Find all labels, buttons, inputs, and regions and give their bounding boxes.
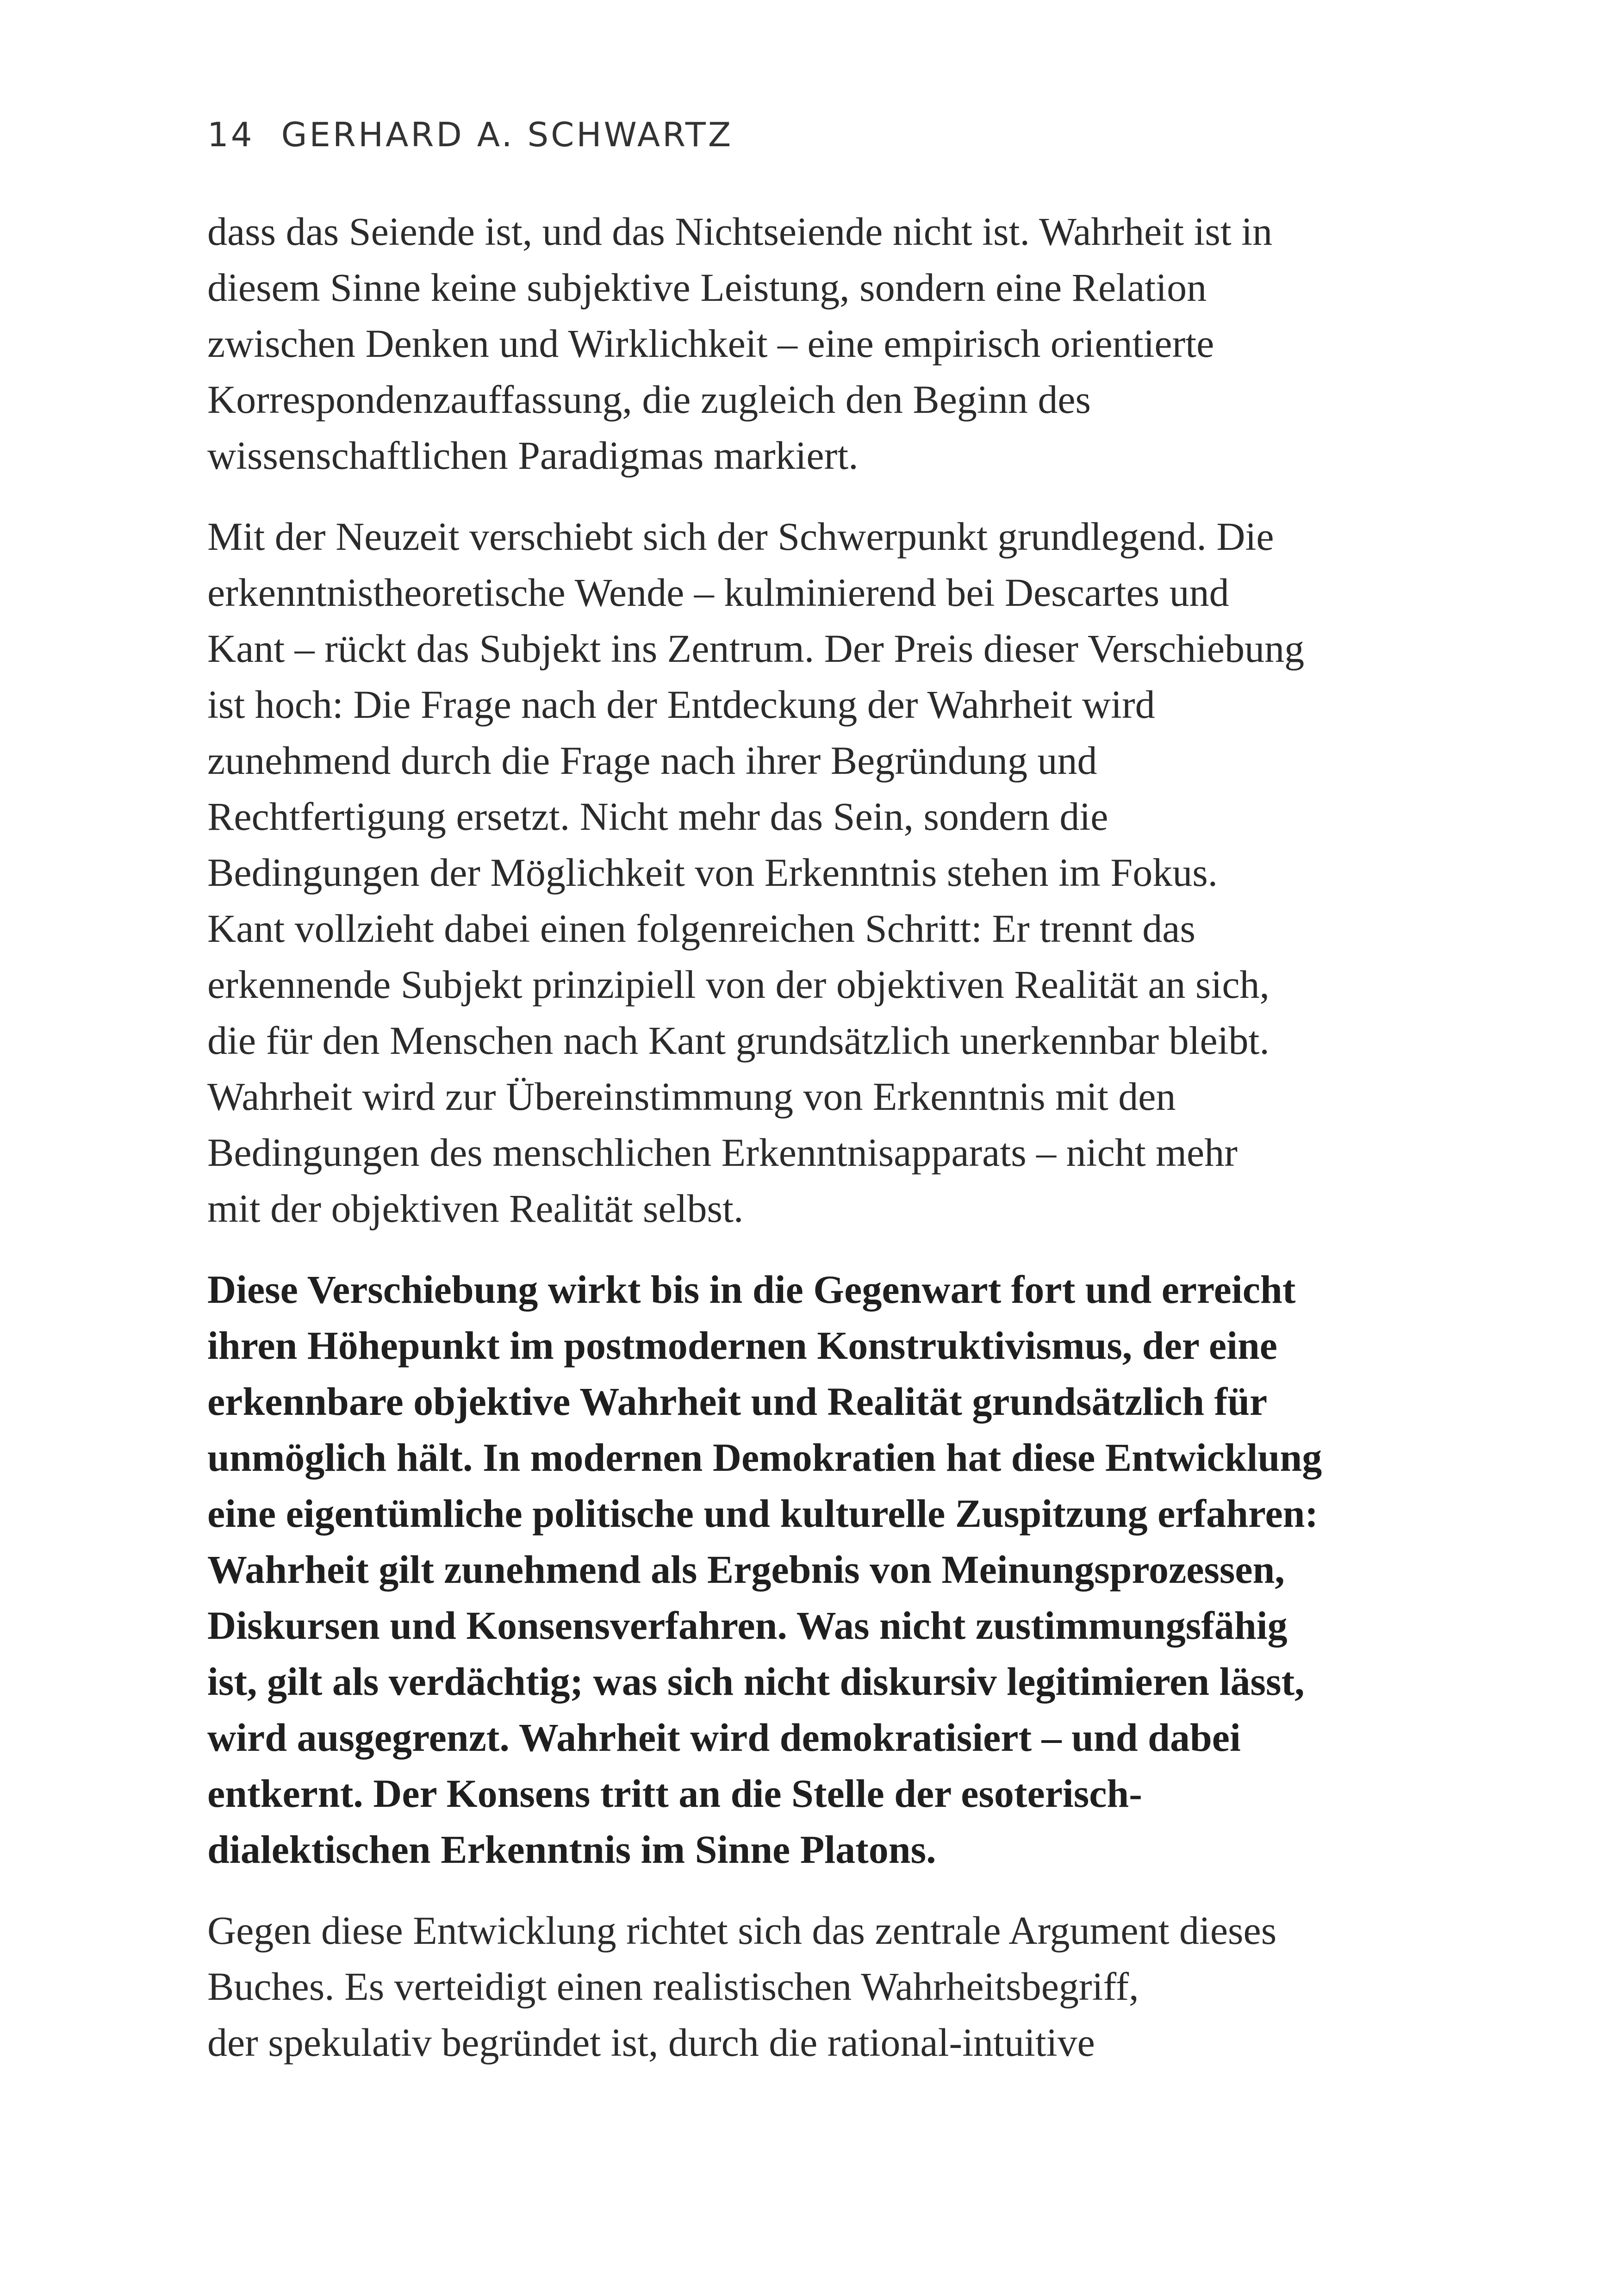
page-number: 14 [207, 115, 255, 154]
body-text [207, 204, 1392, 2096]
text-line: unmöglich hält. In modernen Demokratien hat diese Entwicklung [207, 1435, 1322, 1480]
author-name: GERHARD A. SCHWARTZ [281, 115, 734, 154]
running-header [207, 115, 734, 154]
text-line: wissenschaftlichen Paradigmas markiert. [207, 433, 859, 478]
text-line: Diese Verschiebung wirkt bis in die Gegenwart fort und erreicht [207, 1267, 1296, 1312]
text-line: Buches. Es verteidigt einen realistischen Wahrheitsbegriff, [207, 1964, 1139, 2009]
text-line: eine eigentümliche politische und kulturelle Zuspitzung erfahren: [207, 1491, 1319, 1536]
text-line: Bedingungen der Möglichkeit von Erkenntnis stehen im Fokus. [207, 850, 1218, 895]
text-line: ist hoch: Die Frage nach der Entdeckung der Wahrheit wird [207, 682, 1155, 727]
text-line: Wahrheit gilt zunehmend als Ergebnis von Meinungsprozessen, [207, 1547, 1285, 1592]
text-line: ist, gilt als verdächtig; was sich nicht diskursiv legitimieren lässt, [207, 1659, 1305, 1704]
text-line: entkernt. Der Konsens tritt an die Stelle der esoterisch- [207, 1771, 1142, 1816]
text-line: Kant – rückt das Subjekt ins Zentrum. Der Preis dieser Verschiebung [207, 626, 1305, 671]
text-line: erkennbare objektive Wahrheit und Realität grundsätzlich für [207, 1379, 1268, 1424]
text-line: diesem Sinne keine subjektive Leistung, sondern eine Relation [207, 265, 1207, 310]
text-line: Diskursen und Konsensverfahren. Was nicht zustimmungsfähig [207, 1603, 1288, 1648]
text-line: Korrespondenzauffassung, die zugleich den Beginn des [207, 377, 1091, 422]
text-line: die für den Menschen nach Kant grundsätzlich unerkennbar bleibt. [207, 1018, 1270, 1063]
text-line: erkennende Subjekt prinzipiell von der objektiven Realität an sich, [207, 962, 1270, 1007]
text-line: ihren Höhepunkt im postmodernen Konstruktivismus, der eine [207, 1323, 1277, 1368]
text-line: zunehmend durch die Frage nach ihrer Begründung und [207, 738, 1097, 783]
text-line: Wahrheit wird zur Übereinstimmung von Erkenntnis mit den [207, 1074, 1176, 1119]
text-line: Rechtfertigung ersetzt. Nicht mehr das Sein, sondern die [207, 794, 1108, 839]
text-line: Mit der Neuzeit verschiebt sich der Schwerpunkt grundlegend. Die [207, 514, 1274, 559]
text-line: mit der objektiven Realität selbst. [207, 1186, 744, 1231]
text-line: Gegen diese Entwicklung richtet sich das zentrale Argument dieses [207, 1908, 1277, 1953]
text-line: erkenntnistheoretische Wende – kulminierend bei Descartes und [207, 570, 1229, 615]
text-line: dass das Seiende ist, und das Nichtseiende nicht ist. Wahrheit ist in [207, 209, 1273, 254]
text-line: zwischen Denken und Wirklichkeit – eine empirisch orientierte [207, 321, 1214, 366]
paragraph-1 [207, 204, 1392, 484]
text-line: Bedingungen des menschlichen Erkenntnisapparats – nicht mehr [207, 1130, 1238, 1175]
text-line: Kant vollzieht dabei einen folgenreichen Schritt: Er trennt das [207, 906, 1195, 951]
paragraph-4 [207, 1903, 1392, 2071]
text-line: wird ausgegrenzt. Wahrheit wird demokratisiert – und dabei [207, 1715, 1241, 1760]
paragraph-3-bold [207, 1262, 1392, 1878]
text-line: der spekulativ begründet ist, durch die rational-intuitive [207, 2020, 1095, 2065]
text-line: dialektischen Erkenntnis im Sinne Platons. [207, 1827, 936, 1872]
paragraph-2 [207, 509, 1392, 1237]
